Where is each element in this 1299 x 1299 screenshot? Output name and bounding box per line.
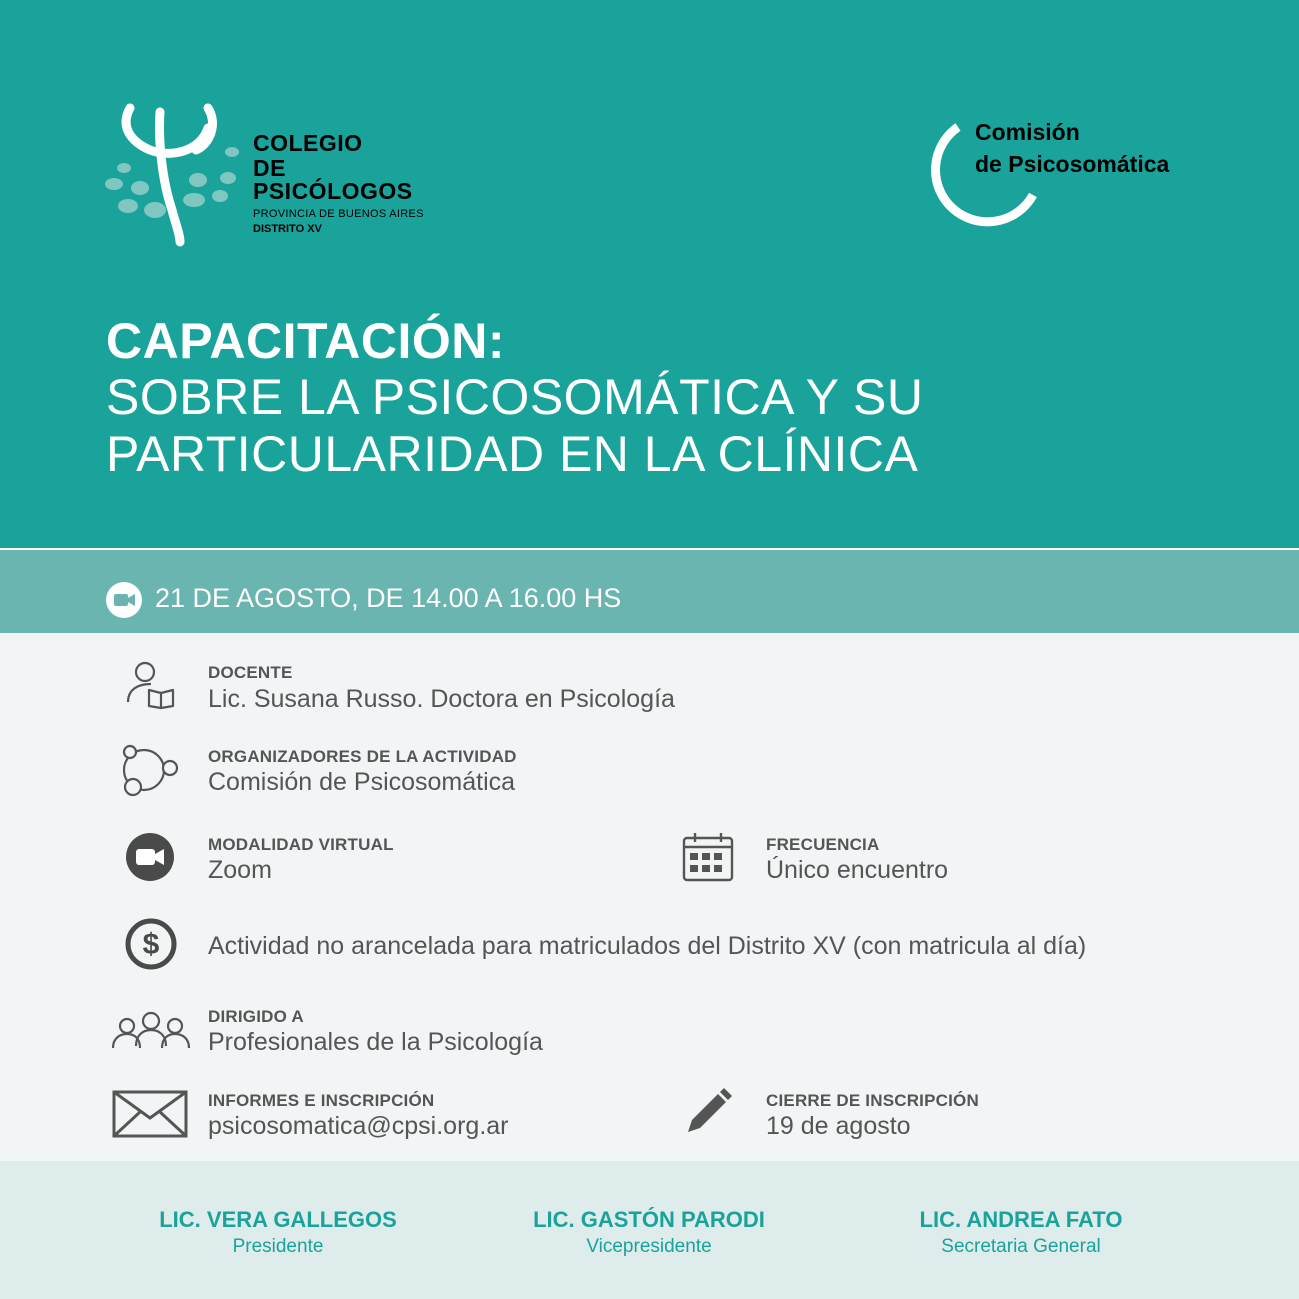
logo-line-4: DISTRITO XV [253,223,322,235]
modalidad-label: MODALIDAD VIRTUAL [208,835,394,854]
docente-value: Lic. Susana Russo. Doctora en Psicología [208,685,675,713]
logo-line-3: PROVINCIA DE BUENOS AIRES [253,208,424,220]
subtitle-line-1: SOBRE LA PSICOSOMÁTICA Y SU [106,369,924,425]
network-icon [120,742,182,798]
signature-name-1: LIC. VERA GALLEGOS [159,1207,397,1232]
organizadores-label: ORGANIZADORES DE LA ACTIVIDAD [208,747,517,766]
video-camera-icon [106,582,142,618]
dirigido-label: DIRIGIDO A [208,1007,304,1026]
event-date: 21 DE AGOSTO, DE 14.00 A 16.00 HS [155,583,622,613]
page-title: CAPACITACIÓN: [106,313,506,369]
colegio-logo [100,100,440,250]
logo-line-1: COLEGIO [253,130,363,156]
subtitle-line-2: PARTICULARIDAD EN LA CLÍNICA [106,426,919,482]
comision-line-2: de Psicosomática [975,151,1170,177]
dollar-icon [125,918,177,970]
signature-role-1: Presidente [232,1236,324,1257]
comision-logo [920,115,1220,235]
teacher-book-icon [125,660,180,710]
signature-role-2: Vicepresidente [586,1236,712,1257]
logo-line-2: DE PSICÓLOGOS [253,155,413,204]
informes-email[interactable]: psicosomatica@cpsi.org.ar [208,1112,509,1140]
arancel-value: Actividad no arancelada para matriculados del Distrito XV (con matricula al día) [208,932,1087,960]
signature-role-3: Secretaria General [941,1236,1101,1257]
informes-label: INFORMES E INSCRIPCIÓN [208,1091,435,1110]
modalidad-value: Zoom [208,856,272,884]
dirigido-value: Profesionales de la Psicología [208,1028,543,1056]
cierre-value: 19 de agosto [766,1112,911,1140]
signature-name-3: LIC. ANDREA FATO [919,1207,1123,1232]
video-camera-icon [126,833,174,881]
pencil-icon [684,1088,732,1136]
signature-name-2: LIC. GASTÓN PARODI [533,1207,765,1232]
docente-label: DOCENTE [208,663,293,682]
frecuencia-label: FRECUENCIA [766,835,880,854]
svg-text:$: $ [142,928,160,961]
cierre-label: CIERRE DE INSCRIPCIÓN [766,1091,979,1110]
comision-line-1: Comisión [975,119,1080,145]
organizadores-value: Comisión de Psicosomática [208,768,516,796]
group-icon [110,1010,192,1052]
psi-icon [100,100,250,250]
calendar-icon [682,832,734,882]
frecuencia-value: Único encuentro [766,856,949,884]
envelope-icon [112,1090,188,1138]
